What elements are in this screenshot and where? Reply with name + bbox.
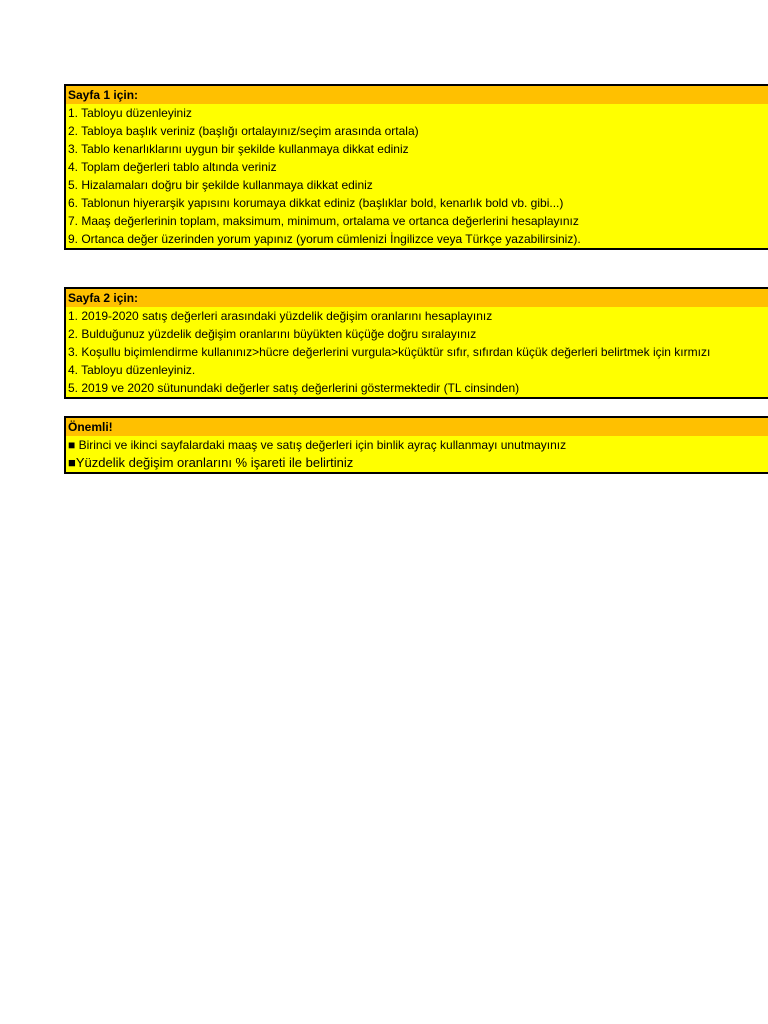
important-notes-block <box>64 416 768 474</box>
sheet1-item: 2. Tabloya başlık veriniz (başlığı ortalayınız/seçim arasında ortala) <box>68 124 419 138</box>
important-item: ■Yüzdelik değişim oranlarını % işareti ile belirtiniz <box>68 455 354 470</box>
important-header: Önemli! <box>66 418 768 436</box>
sheet1-item: 7. Maaş değerlerinin toplam, maksimum, minimum, ortalama ve ortanca değerlerini hesaplayınız <box>68 214 579 228</box>
sheet1-item: 5. Hizalamaları doğru bir şekilde kullanmaya dikkat ediniz <box>68 178 373 192</box>
sheet1-item: 1. Tabloyu düzenleyiniz <box>68 106 192 120</box>
sheet1-item: 6. Tablonun hiyerarşik yapısını korumaya dikkat ediniz (başlıklar bold, kenarlık bold vb. gibi...) <box>68 196 564 210</box>
sheet1-instructions-block <box>64 84 768 250</box>
important-item: ■ Birinci ve ikinci sayfalardaki maaş ve satış değerleri için binlik ayraç kullanmayı unutmayınız <box>68 438 567 452</box>
sheet1-item: 4. Toplam değerleri tablo altında veriniz <box>68 160 277 174</box>
sheet2-item: 1. 2019-2020 satış değerleri arasındaki yüzdelik değişim oranlarını hesaplayınız <box>68 309 493 323</box>
sheet1-item: 3. Tablo kenarlıklarını uygun bir şekilde kullanmaya dikkat ediniz <box>68 142 409 156</box>
sheet2-item: 3. Koşullu biçimlendirme kullanınız>hücre değerlerini vurgula>küçüktür sıfır, sıfırdan küçük değerleri belirtmek için kırmızı <box>68 345 711 359</box>
sheet1-item: 9. Ortanca değer üzerinden yorum yapınız (yorum cümlenizi İngilizce veya Türkçe yazabilirsiniz). <box>68 232 581 246</box>
sheet2-instructions-block <box>64 287 768 399</box>
sheet2-item: 5. 2019 ve 2020 sütunundaki değerler satış değerlerini göstermektedir (TL cinsinden) <box>68 381 520 395</box>
sheet2-header: Sayfa 2 için: <box>66 289 768 307</box>
sheet2-item: 4. Tabloyu düzenleyiniz. <box>68 363 196 377</box>
sheet1-header: Sayfa 1 için: <box>66 86 768 104</box>
sheet2-item: 2. Bulduğunuz yüzdelik değişim oranlarını büyükten küçüğe doğru sıralayınız <box>68 327 477 341</box>
